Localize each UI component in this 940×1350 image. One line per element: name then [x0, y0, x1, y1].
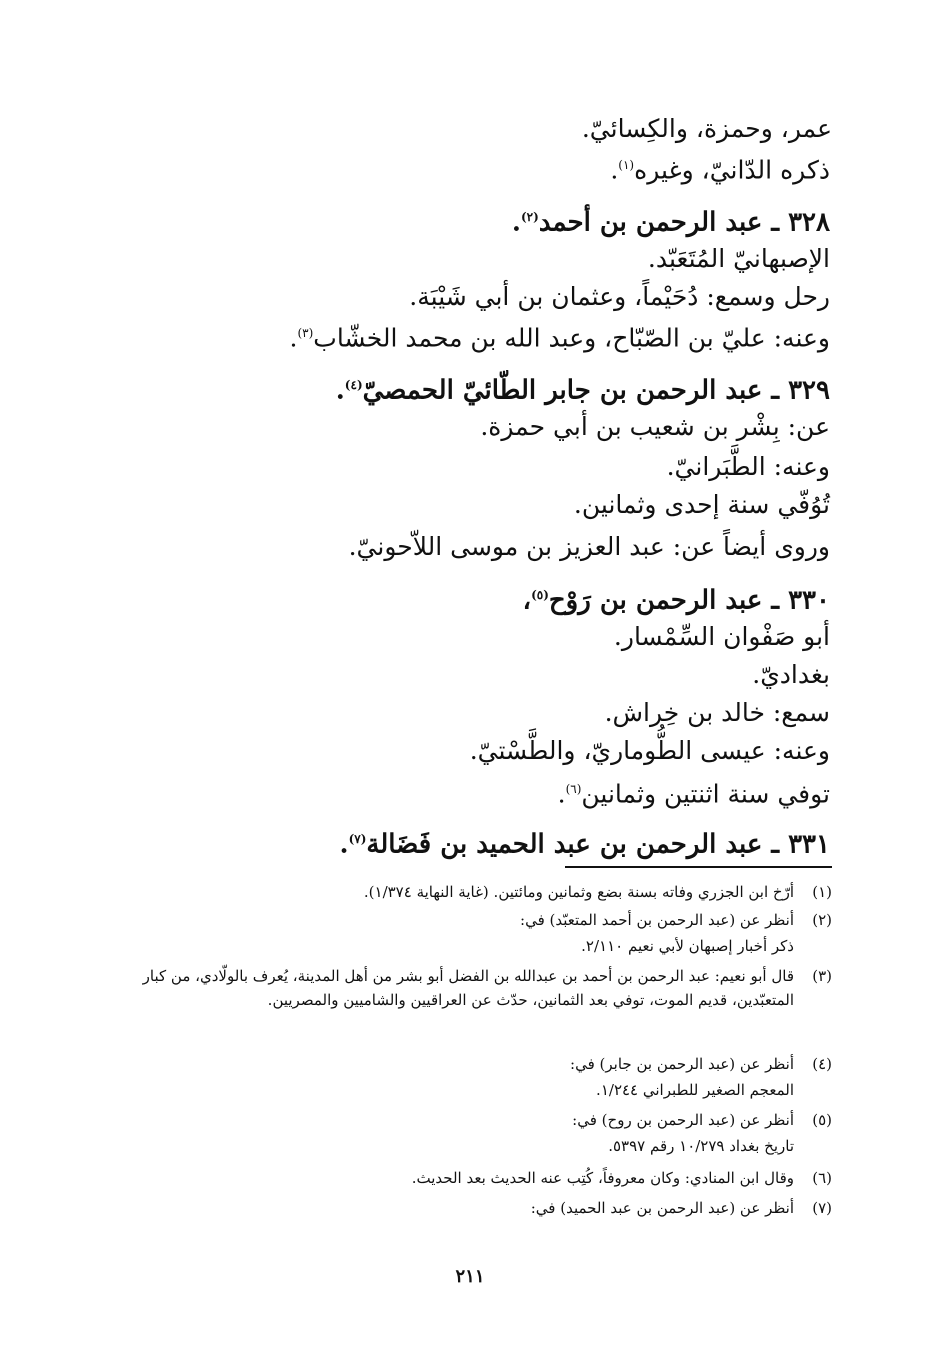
text-line: وعنه: عليّ بن الصّبّاح، وعبد الله بن محمد الخشّاب$^{(٣)}$.	[289, 323, 830, 353]
footnote-2: (٢)أنظر عن (عبد الرحمن بن أحمد المتعبّد) في:	[520, 911, 832, 929]
text-line: وعنه: الطَّبَرانيّ.	[666, 452, 830, 481]
footnote-1: (١)أرّخ ابن الجزري وفاته بسنة بضع وثمانين ومائتين. (غاية النهاية ١/٣٧٤).	[363, 883, 832, 901]
text-line: رحل وسمع: دُحَيْماً، وعثمان بن أبي شَيْبَة.	[409, 282, 830, 311]
footnote-5: (٥)أنظر عن (عبد الرحمن بن روح) في:	[572, 1111, 832, 1129]
footnote-5-source: تاريخ بغداد ١٠/٢٧٩ رقم ٥٣٩٧.	[608, 1137, 794, 1155]
footnote-6: (٦)وقال ابن المنادي: وكان معروفاً، كُتِب عنه الحديث بعد الحديث.	[411, 1169, 832, 1187]
footnote-4-source: المعجم الصغير للطبراني ١/٢٤٤.	[596, 1081, 794, 1099]
text-line: عمر، وحمزة، والكِسائيّ.	[581, 114, 832, 143]
text-line: بغداديّ.	[752, 660, 830, 689]
entry-heading-330: ٣٣٠ ـ عبد الرحمن بن رَوْح$^{(٥)}$،	[522, 585, 830, 616]
text-line: الإصبهانيّ المُتَعَبّد.	[647, 244, 830, 273]
footnote-3-text: قال أبو نعيم: عبد الرحمن بن أحمد بن عبدالله بن الفضل أبو بشر من أهل المدينة، يُعرف بالولّادي، من كبار المتعبّدين، قديم الموت، توفي بعد الثمانين، حدّث عن العراقيين والشاميين والمصريين.	[142, 967, 794, 1009]
footnote-ref[interactable]: (٢)	[520, 210, 539, 224]
footnote-7: (٧)أنظر عن (عبد الرحمن بن عبد الحميد) في:	[530, 1199, 832, 1217]
text-line: تُوُفّي سنة إحدى وثمانين.	[573, 490, 830, 519]
footnote-3-number: (٣)	[812, 967, 832, 985]
footnote-ref[interactable]: (١)	[618, 158, 635, 172]
page-number: ٢١١	[455, 1266, 485, 1287]
text-line: وروى أيضاً عن: عبد العزيز بن موسى اللاّحونيّ.	[348, 532, 830, 561]
footnote-ref[interactable]: (٧)	[348, 832, 367, 846]
entry-heading-329: ٣٢٩ ـ عبد الرحمن بن جابر الطّائيّ الحمصيّ$^{(٤)}$.	[335, 375, 830, 406]
text-line: توفي سنة اثنتين وثمانين$^{(٦)}$.	[557, 779, 830, 809]
entry-heading-328: ٣٢٨ ـ عبد الرحمن بن أحمد$^{(٢)}$.	[511, 207, 830, 238]
text-line: سمع: خالد بن خِراش.	[604, 698, 830, 727]
text-line: ذكره الدّانيّ، وغيره$^{(١)}$.	[610, 155, 830, 185]
footnote-ref[interactable]: (٣)	[297, 326, 314, 340]
text-line: عن: بِشْر بن شعيب بن أبي حمزة.	[480, 412, 830, 441]
footnote-2-source: ذكر أخبار إصبهان لأبي نعيم ٢/١١٠.	[581, 937, 794, 955]
footnote-separator	[565, 866, 832, 868]
footnote-ref[interactable]: (٥)	[531, 588, 549, 602]
footnote-ref[interactable]: (٦)	[565, 782, 582, 796]
text-line: أبو صَفْوان السِّمْسار.	[613, 622, 830, 651]
footnote-4: (٤)أنظر عن (عبد الرحمن بن جابر) في:	[570, 1055, 832, 1073]
text-line: وعنه: عيسى الطُّوماريّ، والطَّسْتيّ.	[469, 736, 830, 765]
footnote-ref[interactable]: (٤)	[344, 378, 363, 392]
entry-heading-331: ٣٣١ ـ عبد الرحمن بن عبد الحميد بن فَضَالة$^{(٧)}$.	[339, 829, 830, 860]
